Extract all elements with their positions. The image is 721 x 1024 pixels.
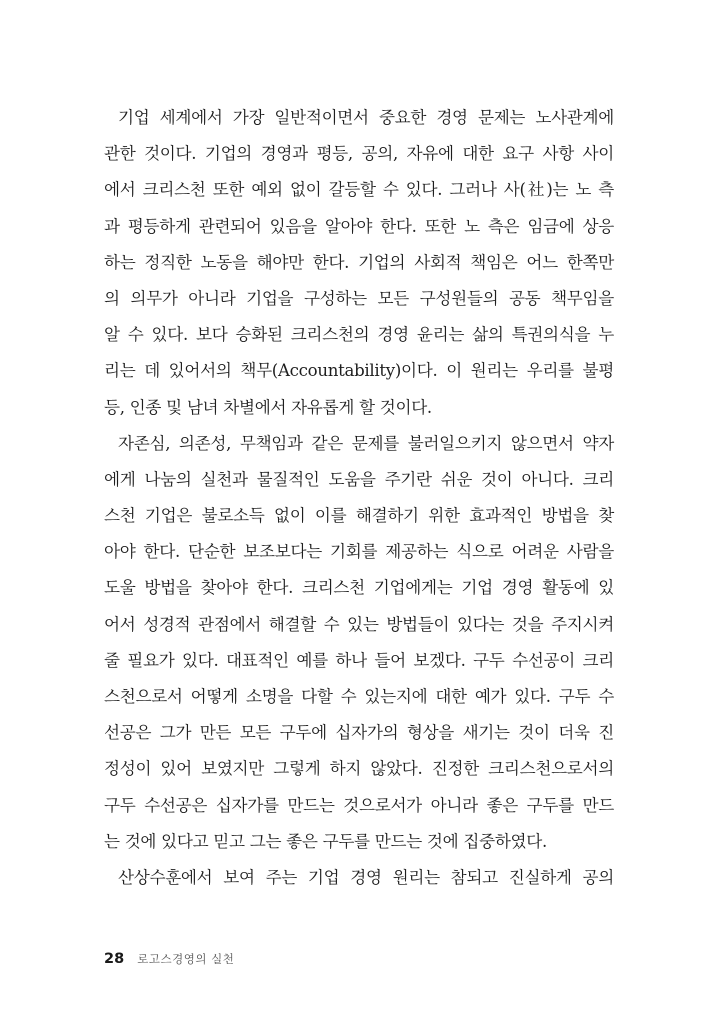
text-line: 관한 것이다. 기업의 경영과 평등, 공의, 자유에 대한 요구 사항 사이 xyxy=(104,144,614,164)
page-number: 28 xyxy=(104,951,125,967)
text-line: 선공은 그가 만든 모든 구두에 십자가의 형상을 새기는 것이 더욱 진 xyxy=(104,723,614,743)
text-line: 정성이 있어 보였지만 그렇게 하지 않았다. 진정한 크리스천으로서의 xyxy=(104,759,614,779)
text-line: 줄 필요가 있다. 대표적인 예를 하나 들어 보겠다. 구두 수선공이 크리 xyxy=(104,650,614,670)
text-line: 스천으로서 어떻게 소명을 다할 수 있는지에 대한 예가 있다. 구두 수 xyxy=(104,687,614,706)
text-line: 에게 나눔의 실천과 물질적인 도움을 주기란 쉬운 것이 아니다. 크리 xyxy=(104,469,614,489)
text-line: 도울 방법을 찾아야 한다. 크리스천 기업에게는 기업 경영 활동에 있 xyxy=(104,578,614,598)
text-line: 의 의무가 아니라 기업을 구성하는 모든 구성원들의 공동 책무임을 xyxy=(104,288,614,308)
text-line: 에서 크리스천 또한 예외 없이 갈등할 수 있다. 그러나 사(社)는 노 측 xyxy=(104,180,614,200)
text-line: 등, 인종 및 남녀 차별에서 자유롭게 할 것이다. xyxy=(104,397,432,417)
text-line: 스천 기업은 불로소득 없이 이를 해결하기 위한 효과적인 방법을 찾 xyxy=(104,506,614,526)
text-line: 아야 한다. 단순한 보조보다는 기회를 제공하는 식으로 어려운 사람을 xyxy=(104,542,614,562)
text-line: 하는 정직한 노동을 해야만 한다. 기업의 사회적 책임은 어느 한쪽만 xyxy=(104,252,614,272)
text-line: 자존심, 의존성, 무책임과 같은 문제를 불러일으키지 않으면서 약자 xyxy=(118,433,614,453)
text-line: 구두 수선공은 십자가를 만드는 것으로서가 아니라 좋은 구두를 만드 xyxy=(104,795,614,815)
text-line: 알 수 있다. 보다 승화된 크리스천의 경영 윤리는 삶의 특권의식을 누 xyxy=(104,325,614,345)
text-line: 기업 세계에서 가장 일반적이면서 중요한 경영 문제는 노사관계에 xyxy=(118,108,614,127)
text-line: 어서 성경적 관점에서 해결할 수 있는 방법들이 있다는 것을 주지시켜 xyxy=(104,614,614,634)
text-line: 산상수훈에서 보여 주는 기업 경영 원리는 참되고 진실하게 공의 xyxy=(118,867,614,887)
page-footer xyxy=(104,948,234,967)
running-title: 로고스경영의 실천 xyxy=(137,952,235,966)
body-text xyxy=(104,100,614,896)
text-line: 리는 데 있어서의 책무(Accountability)이다. 이 원리는 우리를 불평 xyxy=(104,361,614,381)
text-line: 는 것에 있다고 믿고 그는 좋은 구두를 만드는 것에 집중하였다. xyxy=(104,831,547,851)
text-line: 과 평등하게 관련되어 있음을 알아야 한다. 또한 노 측은 임금에 상응 xyxy=(104,216,614,236)
